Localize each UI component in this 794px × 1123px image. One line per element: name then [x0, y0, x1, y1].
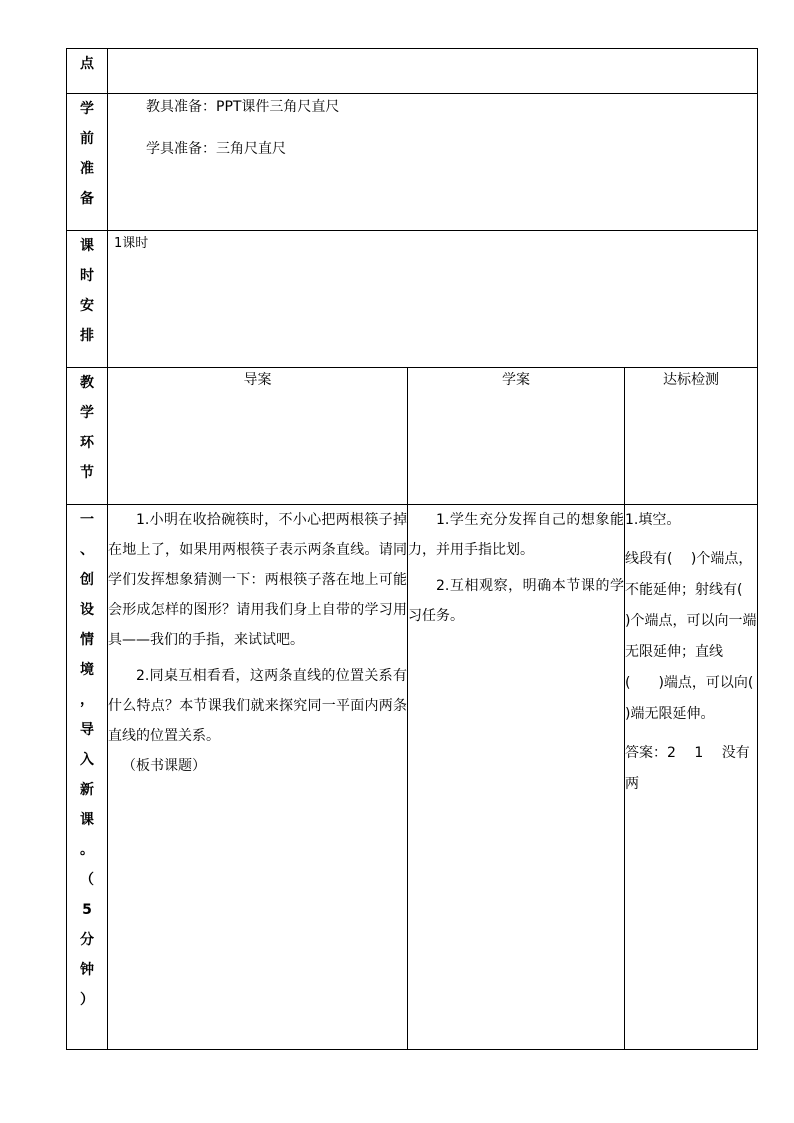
focus-content: [108, 49, 758, 94]
label-char: 点: [80, 56, 94, 72]
column-header: 达标检测: [663, 372, 719, 388]
label-char: 一: [80, 512, 94, 528]
label-char: 。: [80, 842, 94, 858]
check-cell: [625, 505, 772, 1050]
teacher-materials: 教具准备：PPT课件三角尺直尺: [146, 99, 340, 115]
column-header: 学案: [502, 372, 530, 388]
guide-note: （板书课题）: [122, 758, 206, 774]
label-char: 5: [82, 902, 92, 918]
label-preparation: [67, 94, 108, 231]
row-intro-stage: [67, 505, 758, 1050]
label-char: 节: [80, 465, 94, 481]
label-char: 设: [80, 602, 94, 618]
label-char: 学: [80, 405, 94, 421]
guide-paragraph: 1.小明在收拾碗筷时，不小心把两根筷子掉在地上了，如果用两根筷子表示两条直线。请同学们发挥想象猜测一下：两根筷子落在地上可能会形成怎样的图形？请用我们身上自带的学习用具——我们的手指，来试试吧。: [108, 512, 407, 648]
lesson-plan-table: [66, 48, 772, 1050]
label-char: 准: [80, 161, 94, 177]
row-schedule: [67, 231, 758, 368]
row-preparation: [67, 94, 758, 231]
label-char: 时: [80, 268, 94, 284]
label-char: 备: [80, 191, 94, 207]
study-paragraph: 1.学生充分发挥自己的想象能力，并用手指比划。: [408, 512, 624, 558]
label-char: 安: [80, 298, 94, 314]
label-char: 教: [80, 375, 94, 391]
guide-paragraph: 2.同桌互相看看，这两条直线的位置关系有什么特点？本节课我们就来探究同一平面内两条直线的位置关系。: [108, 668, 407, 744]
schedule-content: [108, 231, 758, 368]
label-char: 排: [80, 328, 94, 344]
check-question: 线段有( )个端点，不能延伸；射线有( )个端点，可以向一端无限延伸；直线( )端点，可以向( )端无限延伸。: [625, 551, 772, 722]
label-char: 、: [80, 542, 94, 558]
label-char: 入: [80, 752, 94, 768]
label-focus: [67, 49, 108, 94]
label-char: 钟: [80, 962, 94, 978]
label-intro-stage: [67, 505, 108, 1050]
label-char: 新: [80, 782, 94, 798]
label-char: 前: [80, 131, 94, 147]
label-char: 学: [80, 101, 94, 117]
label-char: 创: [80, 572, 94, 588]
label-char: 境: [80, 662, 94, 678]
check-title: 1.填空。: [625, 512, 681, 528]
label-char: 课: [80, 238, 94, 254]
header-study: [408, 368, 625, 505]
label-char: 情: [80, 632, 94, 648]
guide-cell: [108, 505, 408, 1050]
schedule-text: 1课时: [114, 236, 149, 251]
header-guide: [108, 368, 408, 505]
label-schedule: [67, 231, 108, 368]
row-teaching-stage: [67, 368, 758, 505]
label-char: 分: [80, 932, 94, 948]
check-answer: 答案：2 1 没有 两: [625, 745, 764, 792]
row-focus: [67, 49, 758, 94]
label-char: （: [80, 872, 94, 888]
header-check: [625, 368, 758, 505]
study-cell: [408, 505, 625, 1050]
label-char: 课: [80, 812, 94, 828]
label-char: 环: [80, 435, 94, 451]
student-materials: 学具准备：三角尺直尺: [146, 141, 286, 157]
label-teaching-stage: [67, 368, 108, 505]
study-paragraph: 2.互相观察，明确本节课的学习任务。: [408, 578, 624, 624]
label-char: ，: [80, 692, 94, 708]
column-header: 导案: [243, 372, 272, 388]
label-char: ）: [80, 992, 94, 1008]
preparation-content: [108, 94, 758, 231]
label-char: 导: [80, 722, 94, 738]
